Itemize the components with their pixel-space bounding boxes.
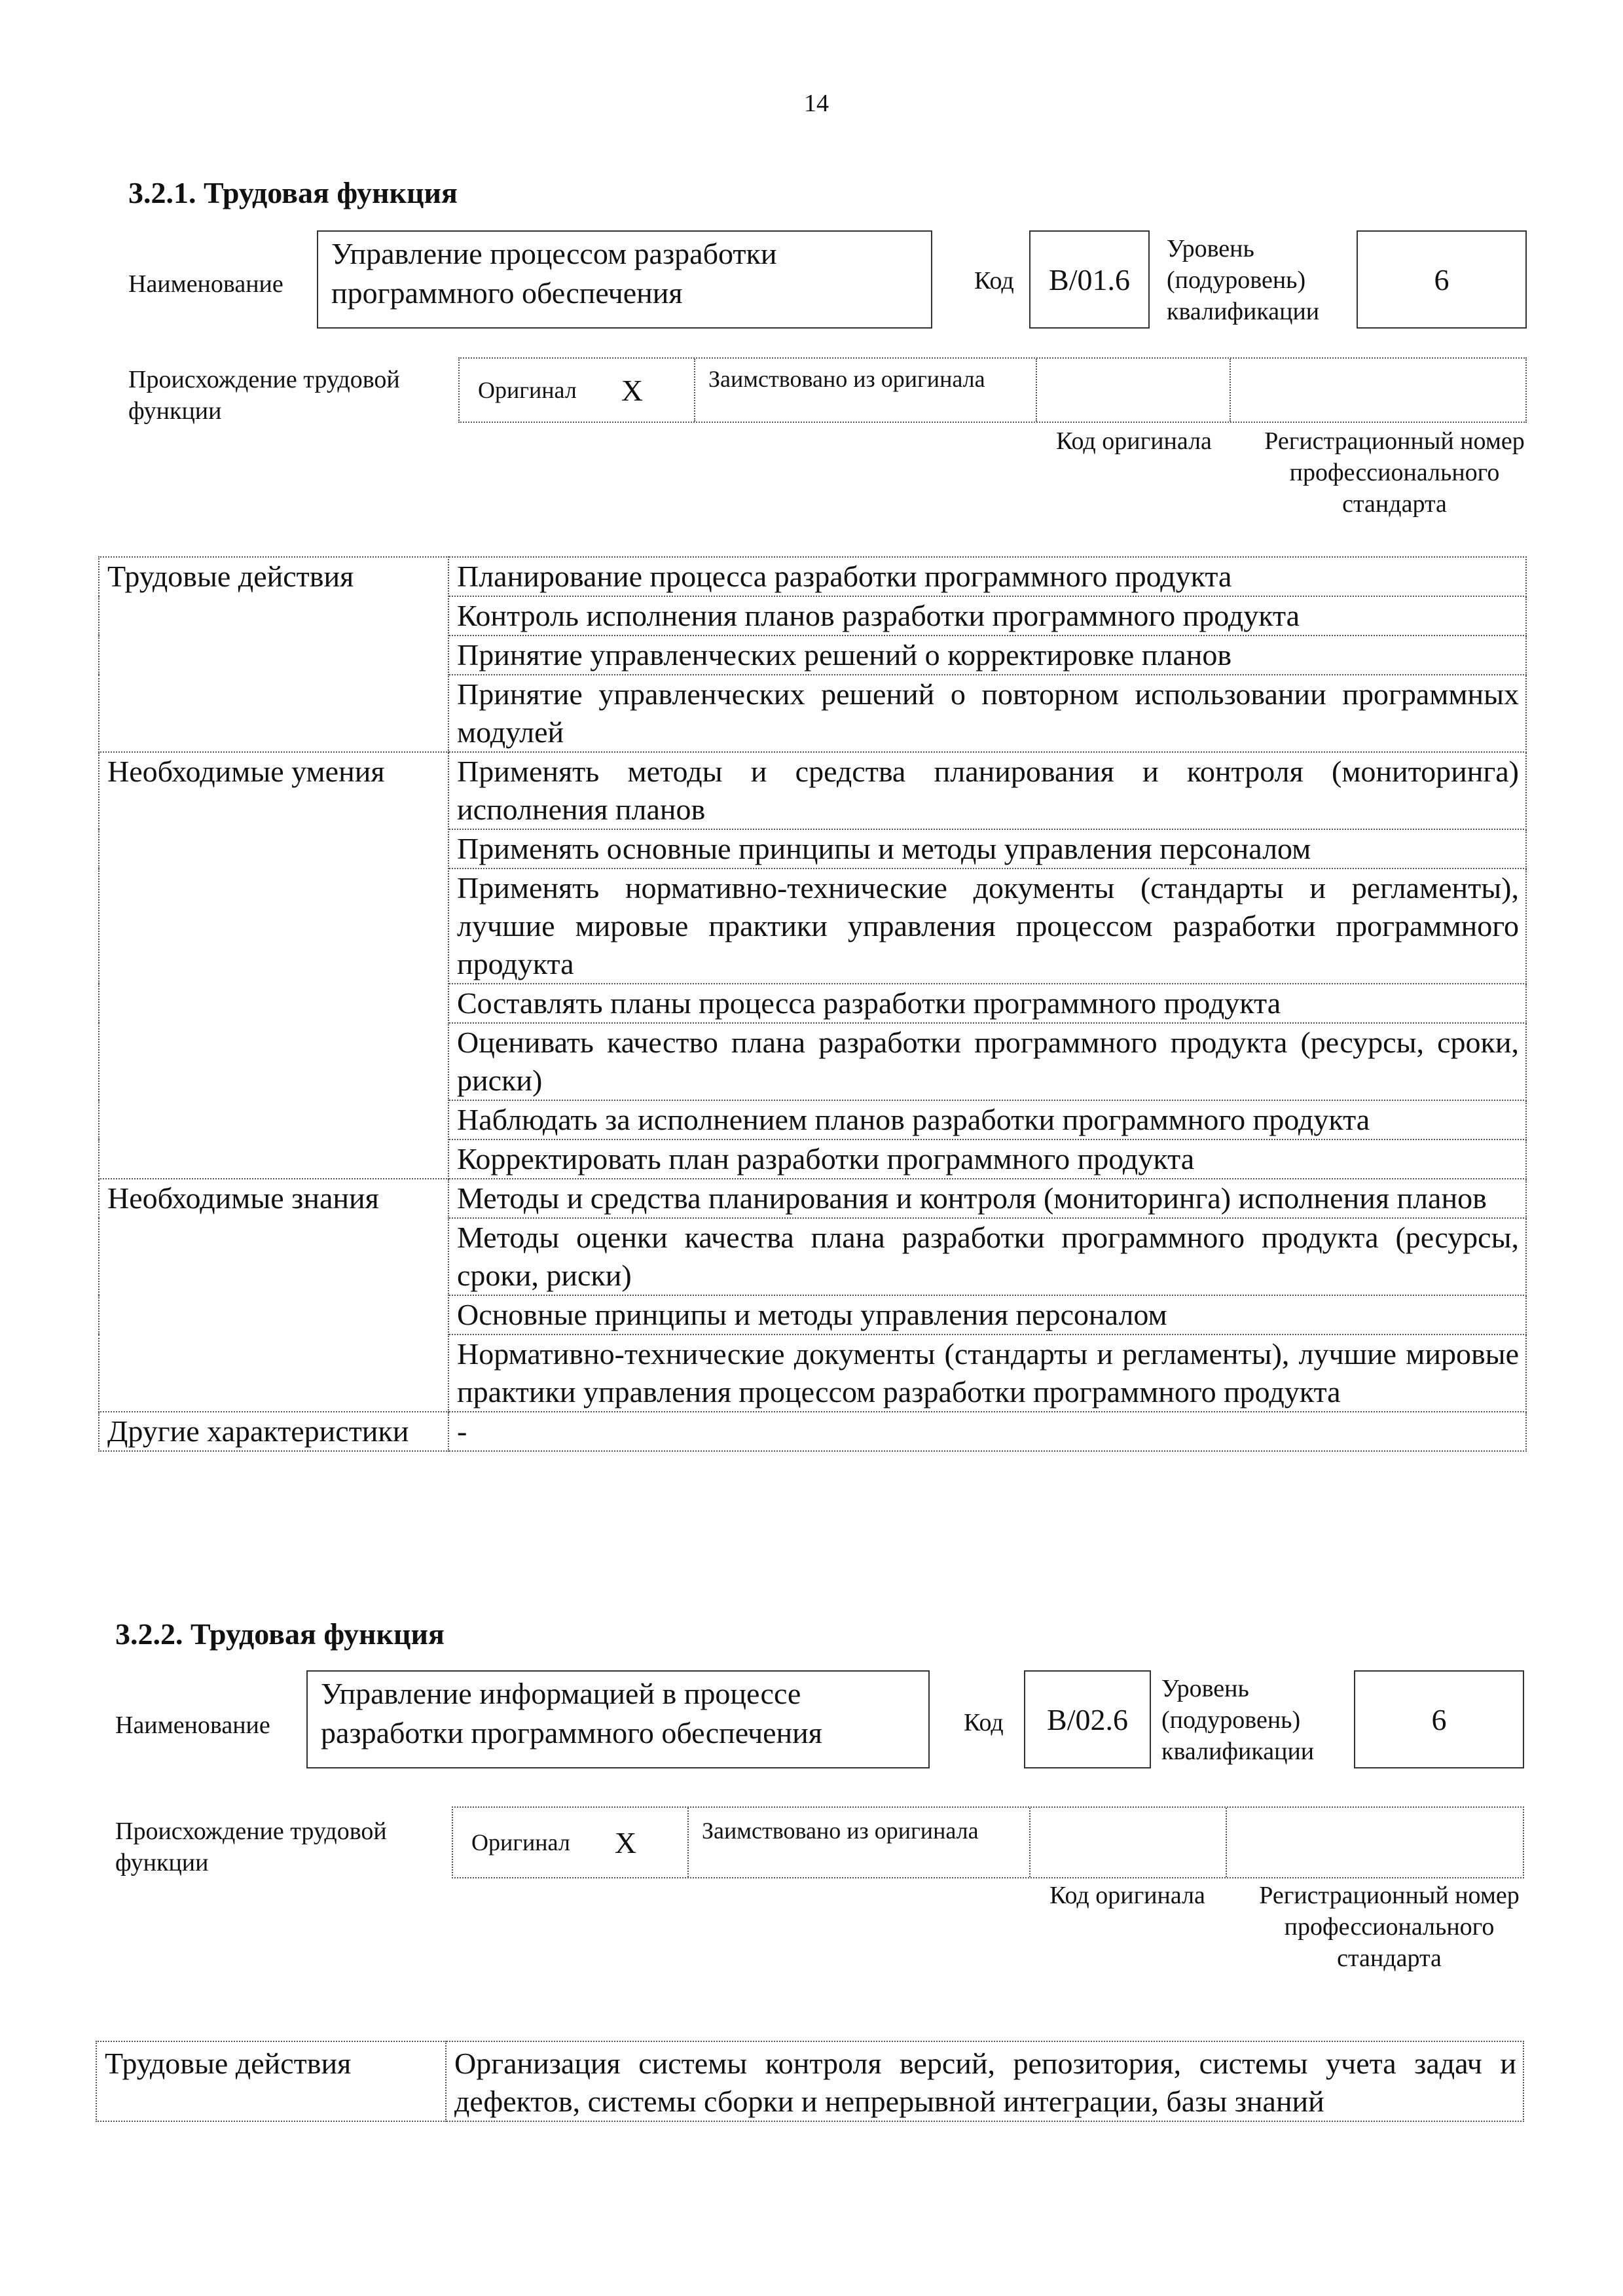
code-original-caption: Код оригинала [1056, 427, 1212, 455]
level-value-box: 6 [1354, 1670, 1524, 1768]
page-number: 14 [804, 90, 829, 117]
original-mark: X [614, 1825, 637, 1859]
origin-label: Происхождение трудовой функции [115, 1818, 387, 1876]
item-cell: Корректировать план разработки программного продукта [448, 1139, 1526, 1179]
item-cell: Нормативно-технические документы (стандарты и регламенты), лучшие мировые практики управления процессом разработки программного продукта [448, 1335, 1526, 1412]
reg-number-cell [1227, 1808, 1523, 1877]
table-row [99, 752, 1526, 829]
item-cell: Принятие управленческих решений о корректировке планов [448, 636, 1526, 675]
item-cell: Применять нормативно-технические документы (стандарты и регламенты), лучшие мировые практики управления процессом разработки программного продукта [448, 869, 1526, 984]
function-name-box: Управление информацией в процессе разработки программного обеспечения [306, 1670, 930, 1768]
item-cell: Планирование процесса разработки программного продукта [448, 557, 1526, 596]
item-cell: Применять основные принципы и методы управления персоналом [448, 829, 1526, 869]
function-name-box: Управление процессом разработки программного обеспечения [317, 230, 932, 329]
reg-number-caption: Регистрационный номер профессионального стандарта [1264, 427, 1525, 518]
item-cell: Наблюдать за исполнением планов разработки программного продукта [448, 1100, 1526, 1139]
function-details-table [98, 556, 1527, 1452]
original-cell [460, 359, 695, 422]
level-value-box: 6 [1357, 230, 1527, 329]
item-cell: Основные принципы и методы управления персоналом [448, 1295, 1526, 1335]
category-cell: Трудовые действия [96, 2041, 446, 2121]
original-label: Оригинал [471, 1829, 570, 1856]
borrowed-cell: Заимствовано из оригинала [695, 359, 1037, 422]
item-cell: Принятие управленческих решений о повторном использовании программных модулей [448, 675, 1526, 752]
item-cell: Применять методы и средства планирования и контроля (мониторинга) исполнения планов [448, 752, 1526, 829]
table-row [99, 1179, 1526, 1218]
category-cell: Необходимые знания [99, 1179, 448, 1412]
section-heading: 3.2.1. Трудовая функция [128, 176, 458, 209]
origin-label: Происхождение трудовой функции [128, 366, 400, 425]
item-cell: - [448, 1412, 1526, 1451]
category-cell: Необходимые умения [99, 752, 448, 1179]
code-original-caption: Код оригинала [1049, 1882, 1205, 1909]
name-label: Наименование [128, 270, 283, 298]
level-label: Уровень (подуровень) квалификации [1161, 1675, 1315, 1765]
table-row [96, 2041, 1523, 2121]
item-cell: Методы оценки качества плана разработки программного продукта (ресурсы, сроки, риски) [448, 1218, 1526, 1295]
category-cell: Другие характеристики [99, 1412, 448, 1451]
level-label: Уровень (подуровень) квалификации [1167, 235, 1320, 325]
code-label: Код [974, 267, 1014, 295]
original-cell [453, 1808, 689, 1877]
table-row [99, 557, 1526, 596]
reg-number-cell [1231, 359, 1525, 422]
code-value-box: B/02.6 [1024, 1670, 1151, 1768]
item-cell: Оценивать качество плана разработки программного продукта (ресурсы, сроки, риски) [448, 1023, 1526, 1100]
origin-row [458, 357, 1527, 423]
table-row [99, 1412, 1526, 1451]
code-value-box: B/01.6 [1029, 230, 1150, 329]
original-mark: X [621, 373, 644, 407]
item-cell: Контроль исполнения планов разработки программного продукта [448, 596, 1526, 636]
borrowed-cell: Заимствовано из оригинала [689, 1808, 1030, 1877]
item-cell: Составлять планы процесса разработки программного продукта [448, 984, 1526, 1023]
name-label: Наименование [115, 1712, 270, 1739]
code-label: Код [964, 1709, 1004, 1736]
original-code-cell [1030, 1808, 1227, 1877]
function-details-table [96, 2041, 1524, 2122]
item-cell: Организация системы контроля версий, репозитория, системы учета задач и дефектов, системы сборки и непрерывной интеграции, базы знаний [446, 2041, 1523, 2121]
original-label: Оригинал [478, 377, 577, 403]
item-cell: Методы и средства планирования и контроля (мониторинга) исполнения планов [448, 1179, 1526, 1218]
category-cell: Трудовые действия [99, 557, 448, 752]
original-code-cell [1037, 359, 1231, 422]
origin-row [452, 1806, 1524, 1878]
section-heading: 3.2.2. Трудовая функция [115, 1617, 445, 1651]
reg-number-caption: Регистрационный номер профессионального стандарта [1259, 1882, 1520, 1972]
